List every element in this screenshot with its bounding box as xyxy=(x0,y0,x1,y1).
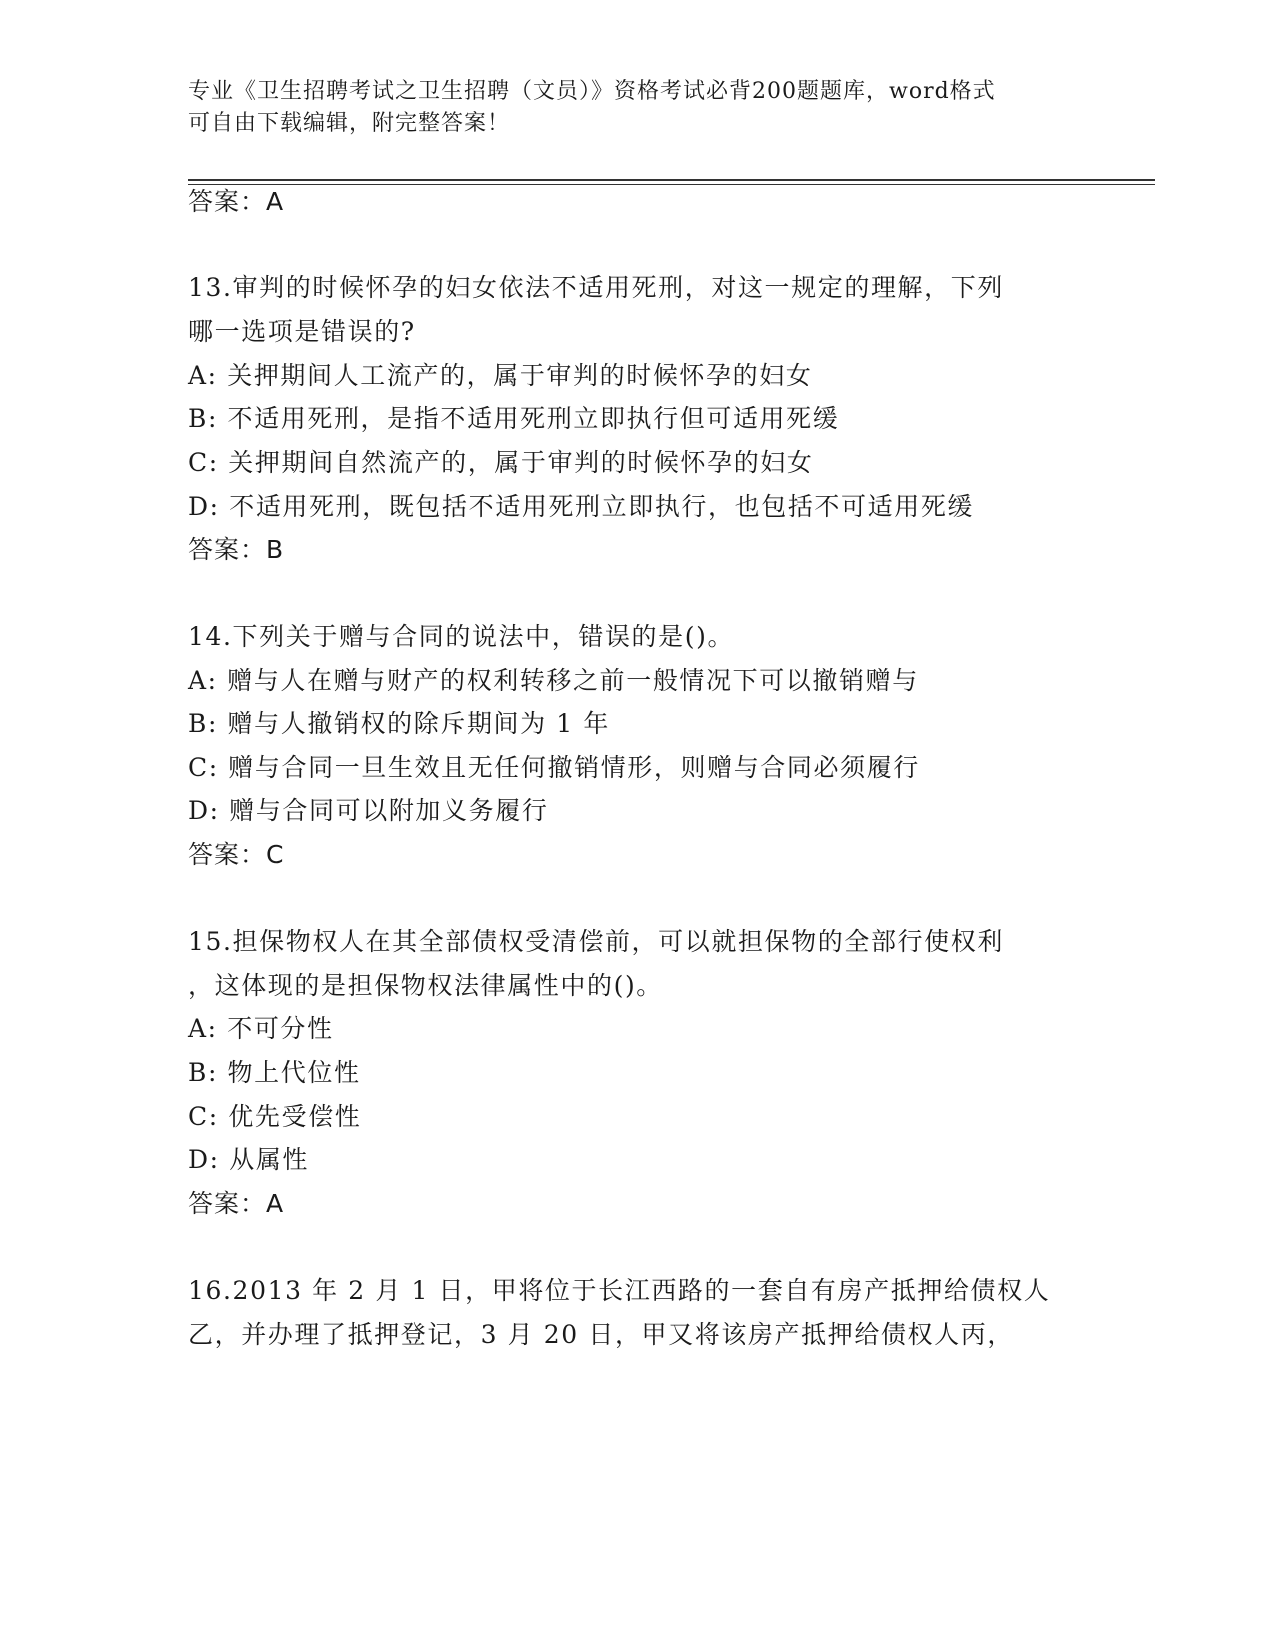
question-14-option-b: B: 赠与人撤销权的除斥期间为 1 年 xyxy=(188,709,610,738)
question-13-text-line-1: 13.审判的时候怀孕的妇女依法不适用死刑，对这一规定的理解，下列 xyxy=(188,273,1004,302)
question-13-answer: 答案：B xyxy=(188,535,285,564)
question-14-answer: 答案：C xyxy=(188,840,285,869)
question-13-option-a: A: 关押期间人工流产的，属于审判的时候怀孕的妇女 xyxy=(188,361,813,390)
question-14-option-a: A: 赠与人在赠与财产的权利转移之前一般情况下可以撤销赠与 xyxy=(188,666,919,695)
question-14-option-d: D: 赠与合同可以附加义务履行 xyxy=(188,796,549,825)
question-15-answer: 答案：A xyxy=(188,1189,285,1218)
question-15-text-line-2: ，这体现的是担保物权法律属性中的()。 xyxy=(188,971,663,1000)
question-15-text-line-1: 15.担保物权人在其全部债权受清偿前，可以就担保物的全部行使权利 xyxy=(188,927,1004,956)
question-15-option-d: D: 从属性 xyxy=(188,1145,310,1174)
question-13-text-line-2: 哪一选项是错误的? xyxy=(188,317,416,346)
question-15-option-c: C: 优先受偿性 xyxy=(188,1102,362,1131)
header-divider-thin xyxy=(188,184,1155,185)
question-15-option-b: B: 物上代位性 xyxy=(188,1058,361,1087)
question-13-option-b: B: 不适用死刑，是指不适用死刑立即执行但可适用死缓 xyxy=(188,404,840,433)
header-divider-thick xyxy=(188,179,1155,181)
question-15-option-a: A: 不可分性 xyxy=(188,1014,334,1043)
page-header xyxy=(188,76,1088,140)
question-13-option-c: C: 关押期间自然流产的，属于审判的时候怀孕的妇女 xyxy=(188,448,814,477)
question-16-text-line-1: 16.2013 年 2 月 1 日，甲将位于长江西路的一套自有房产抵押给债权人 xyxy=(188,1276,1051,1305)
answer-previous: 答案：A xyxy=(188,187,285,216)
question-13-option-d: D: 不适用死刑，既包括不适用死刑立即执行，也包括不可适用死缓 xyxy=(188,492,975,521)
header-title-line-1: 专业《卫生招聘考试之卫生招聘（文员）》资格考试必背200题题库，word格式 xyxy=(188,79,996,104)
question-14-option-c: C: 赠与合同一旦生效且无任何撤销情形，则赠与合同必须履行 xyxy=(188,753,920,782)
header-title-line-2: 可自由下载编辑，附完整答案！ xyxy=(188,111,511,136)
question-16-text-line-2: 乙，并办理了抵押登记，3 月 20 日，甲又将该房产抵押给债权人丙， xyxy=(188,1320,1014,1349)
question-14-text-line-1: 14.下列关于赠与合同的说法中，错误的是()。 xyxy=(188,622,735,651)
